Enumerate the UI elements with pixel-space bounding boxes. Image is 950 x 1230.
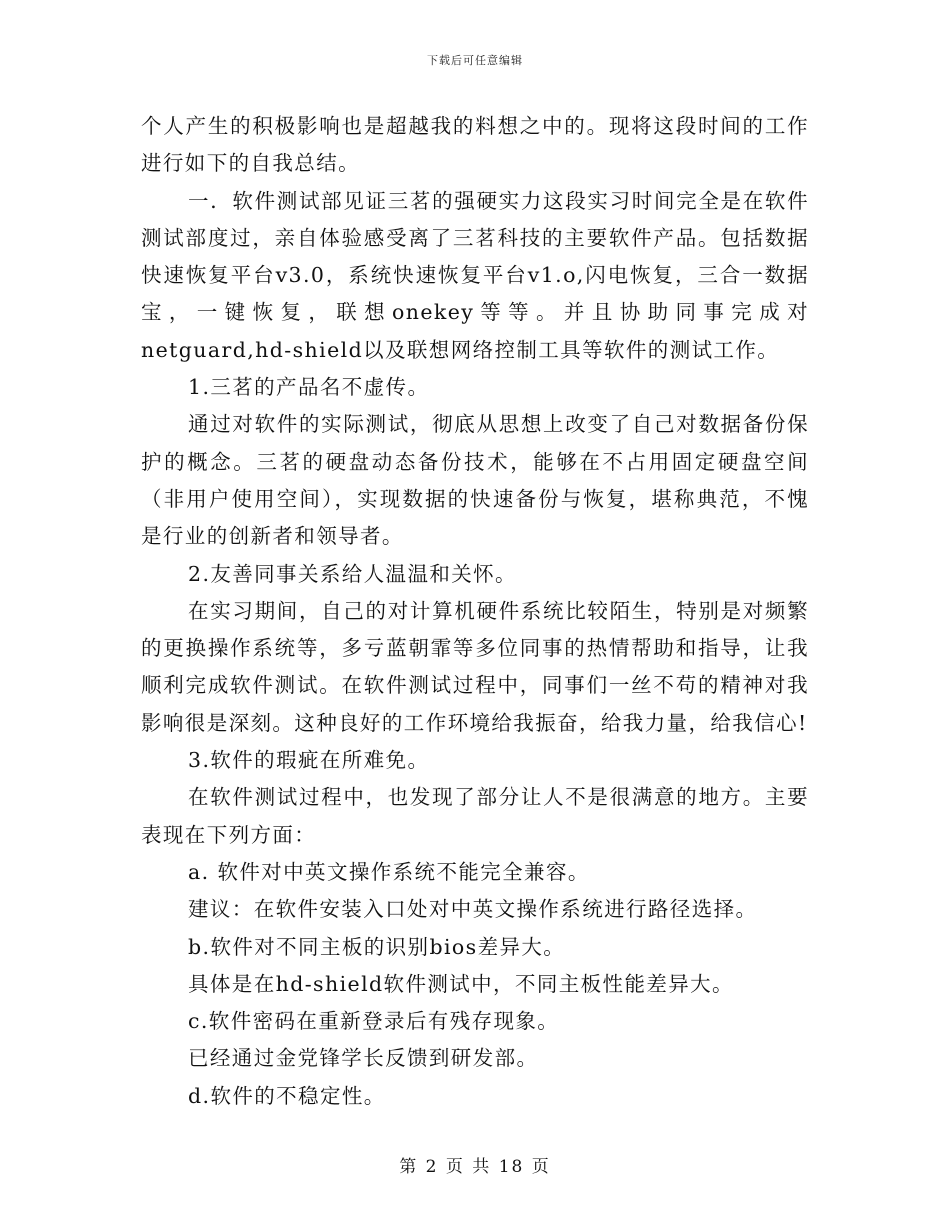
list-item: 已经通过金党锋学长反馈到研发部。 [188,1046,539,1071]
paragraph: 个人产生的积极影响也是超越我的料想之中的。现将这段时间的工作进行如下的自我总结。 [141,114,809,176]
paragraph: 在软件测试过程中，也发现了部分让人不是很满意的地方。主要表现在下列方面： [141,785,809,847]
paragraph: 一．软件测试部见证三茗的强硬实力这段实习时间完全是在软件测试部度过，亲自体验感受离了三茗科技的主要软件产品。包括数据快速恢复平台v3.0，系统快速恢复平台v1.o,闪电恢复，三合一数据宝，一键恢复，联想onekey等等。并且协助同事完成对netguard,hd-shield以及联想网络控制工具等软件的测试工作。 [141,188,809,362]
page-footer: 第 2 页 共 18 页 [399,1157,551,1177]
list-item: 具体是在hd-shield软件测试中，不同主板性能差异大。 [188,971,734,996]
list-item: b.软件对不同主板的识别bios差异大。 [188,934,566,959]
list-item: 建议：在软件安装入口处对中英文操作系统进行路径选择。 [188,897,758,922]
list-item: d.软件的不稳定性。 [188,1083,386,1108]
document-body [141,108,809,1115]
paragraph: 在实习期间，自己的对计算机硬件系统比较陌生，特别是对频繁的更换操作系统等，多亏蓝朝霏等多位同事的热情帮助和指导，让我顺利完成软件测试。在软件测试过程中，同事们一丝不苟的精神对我影响很是深刻。这种良好的工作环境给我振奋，给我力量，给我信心! [141,598,809,735]
page-header: 下载后可任意编辑 [427,54,523,67]
list-item: a. 软件对中英文操作系统不能完全兼容。 [188,859,590,884]
section-heading: 1.三茗的产品名不虚传。 [188,375,430,400]
section-heading: 3.软件的瑕疵在所难免。 [188,748,430,773]
paragraph: 通过对软件的实际测试，彻底从思想上改变了自己对数据备份保护的概念。三茗的硬盘动态备份技术，能够在不占用固定硬盘空间（非用户使用空间），实现数据的快速备份与恢复，堪称典范，不愧是行业的创新者和领导者。 [141,412,809,549]
section-heading: 2.友善同事关系给人温温和关怀。 [188,561,517,586]
list-item: c.软件密码在重新登录后有残存现象。 [188,1009,560,1034]
